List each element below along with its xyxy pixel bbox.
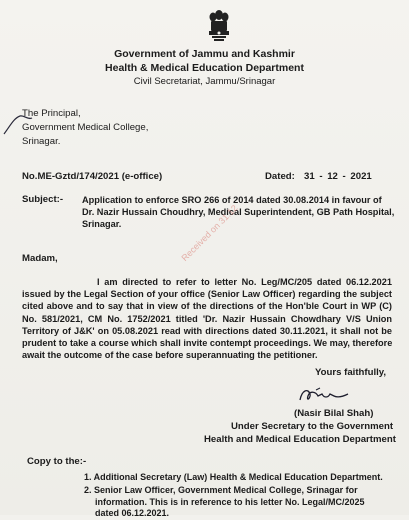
copy-item-1 — [84, 472, 383, 484]
copy-item-line: information. This is in reference to his letter No. Legal/MC/2025 — [95, 496, 365, 507]
addressee-line-1: The Principal, — [22, 108, 81, 119]
received-stamp: Received on 31.12 — [179, 202, 240, 264]
subject-line: Application to enforce SRO 266 of 2014 dated 30.08.2014 in favour of — [82, 195, 382, 205]
body-line: No. 581/2021, CM No. 1752/2021 titled 'Dr. Nazir Hussain Chowdhary V/S Union — [22, 313, 392, 324]
date-value: 31 - 12 - 2021 — [304, 171, 372, 182]
date-label: Dated: — [265, 171, 295, 182]
addressee-line-2: Government Medical College, — [22, 122, 149, 133]
copy-item-2 — [84, 485, 365, 520]
copy-item-line: 2. Senior Law Officer, Government Medical College, Srinagar for — [84, 485, 358, 495]
signatory-name: (Nasir Bilal Shah) — [294, 408, 374, 419]
copy-to-label: Copy to the:- — [27, 456, 87, 467]
secretariat-line: Civil Secretariat, Jammu/Srinagar — [133, 76, 276, 87]
government-heading: Government of Jammu and Kashmir — [114, 48, 295, 60]
salutation: Madam, — [22, 253, 58, 264]
body-line: await the outcome of the case before superannuating the petitioner. — [22, 350, 318, 361]
signature-mark — [296, 384, 352, 406]
letter-number: No.ME-Gztd/174/2021 (e-office) — [22, 171, 163, 182]
body-line: Territory of J&K' on 05.08.2021 read with directions dated 30.11.2021, it shall not be — [22, 325, 392, 336]
state-emblem-icon — [206, 8, 232, 44]
subject-line: Dr. Nazir Hussain Choudhry, Medical Superintendent, GB Path Hospital, — [82, 207, 395, 218]
body-line: cited above and to say that in view of the directions of the Hon'ble Court in WP (C) — [22, 301, 392, 312]
copy-item-line: dated 06.12.2021. — [95, 508, 170, 518]
closing: Yours faithfully, — [315, 367, 387, 378]
body-paragraph — [22, 276, 392, 361]
pen-tick-mark — [2, 112, 42, 138]
signatory-title: Under Secretary to the Government — [231, 421, 394, 432]
body-line: prudent to take a course which shall invite contempt proceedings. We may, therefore — [22, 338, 393, 349]
body-line: I am directed to refer to letter No. Leg/MC/205 dated 06.12.2021 — [97, 277, 392, 287]
body-line: issued by the Legal Section of your office (Senior Law Officer) regarding the subject — [22, 289, 392, 300]
signatory-department: Health and Medical Education Department — [204, 434, 396, 445]
subject-text — [82, 194, 394, 231]
addressee-line-3: Srinagar. — [22, 136, 61, 147]
department-heading: Health & Medical Education Department — [105, 62, 304, 74]
copy-item-line: 1. Additional Secretary (Law) Health & Medical Education Department. — [84, 472, 383, 482]
subject-label: Subject:- — [22, 194, 64, 205]
subject-line: Srinagar. — [82, 219, 122, 230]
